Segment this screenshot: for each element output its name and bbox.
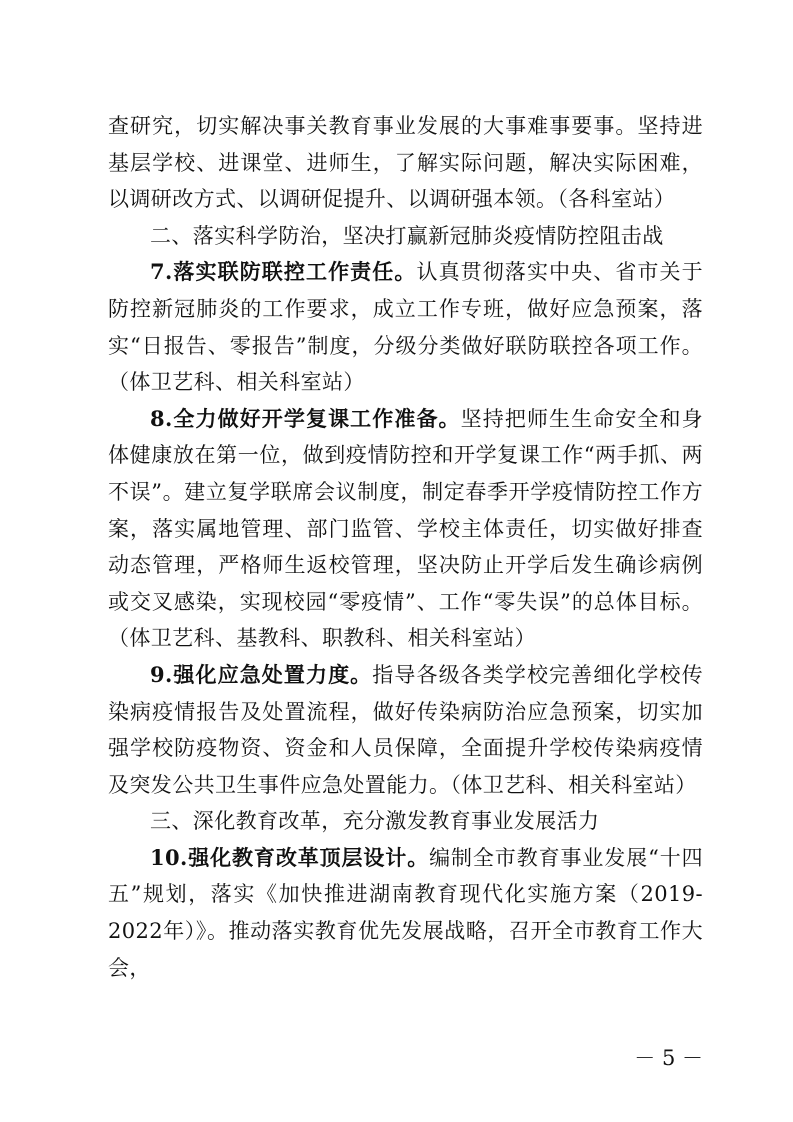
section-heading-3: [108, 803, 703, 840]
page-number: － 5 －: [634, 1046, 703, 1070]
section-heading-text: 二、落实科学防治，坚决打赢新冠肺炎疫情防控阻击战: [150, 223, 664, 248]
item-lead: 10.强化教育改革顶层设计。: [150, 844, 430, 870]
paragraph-continuation: [108, 108, 703, 218]
document-body: [108, 108, 703, 986]
item-text: 坚持把师生生命安全和身体健康放在第一位，做到疫情防控和开学复课工作“两手抓、两不误”。建立复学联席会议制度，制定春季开学疫情防控工作方案，落实属地管理、部门监管、学校主体责任，切实做好排查动态管理，严格师生返校管理，坚决防止开学后发生确诊病例或交叉感染，实现校园“零疫情”、工作“零失误”的总体目标。（体卫艺科、基教科、职教科、相关科室站）: [108, 406, 704, 651]
item-7: [108, 254, 703, 400]
item-text: 认真贯彻落实中央、省市关于防控新冠肺炎的工作要求，成立工作专班，做好应急预案，落实“日报告、零报告”制度，分级分类做好联防联控各项工作。（体卫艺科、相关科室站）: [108, 260, 704, 395]
item-8: [108, 401, 703, 657]
item-text: 指导各级各类学校完善细化学校传染病疫情报告及处置流程，做好传染病防治应急预案，切实加强学校防疫物资、资金和人员保障，全面提升学校传染病疫情及突发公共卫生事件应急处置能力。（体卫艺科、相关科室站）: [108, 662, 704, 797]
paragraph-text: 查研究，切实解决事关教育事业发展的大事难事要事。坚持进基层学校、进课堂、进师生，了解实际问题，解决实际困难，以调研改方式、以调研促提升、以调研强本领。（各科室站）: [108, 114, 703, 212]
section-heading-text: 三、深化教育改革，充分激发教育事业发展活力: [150, 809, 600, 834]
item-lead: 8.全力做好开学复课工作准备。: [150, 405, 461, 431]
item-lead: 9.强化应急处置力度。: [150, 661, 373, 687]
item-9: [108, 657, 703, 803]
item-lead: 7.落实联防联控工作责任。: [150, 259, 417, 285]
item-10: [108, 840, 703, 986]
item-text: 编制全市教育事业发展“十四五”规划，落实《加快推进湖南教育现代化实施方案（2019-2022年）》。推动落实教育优先发展战略，召开全市教育工作大会，: [108, 845, 704, 980]
section-heading-2: [108, 218, 703, 255]
